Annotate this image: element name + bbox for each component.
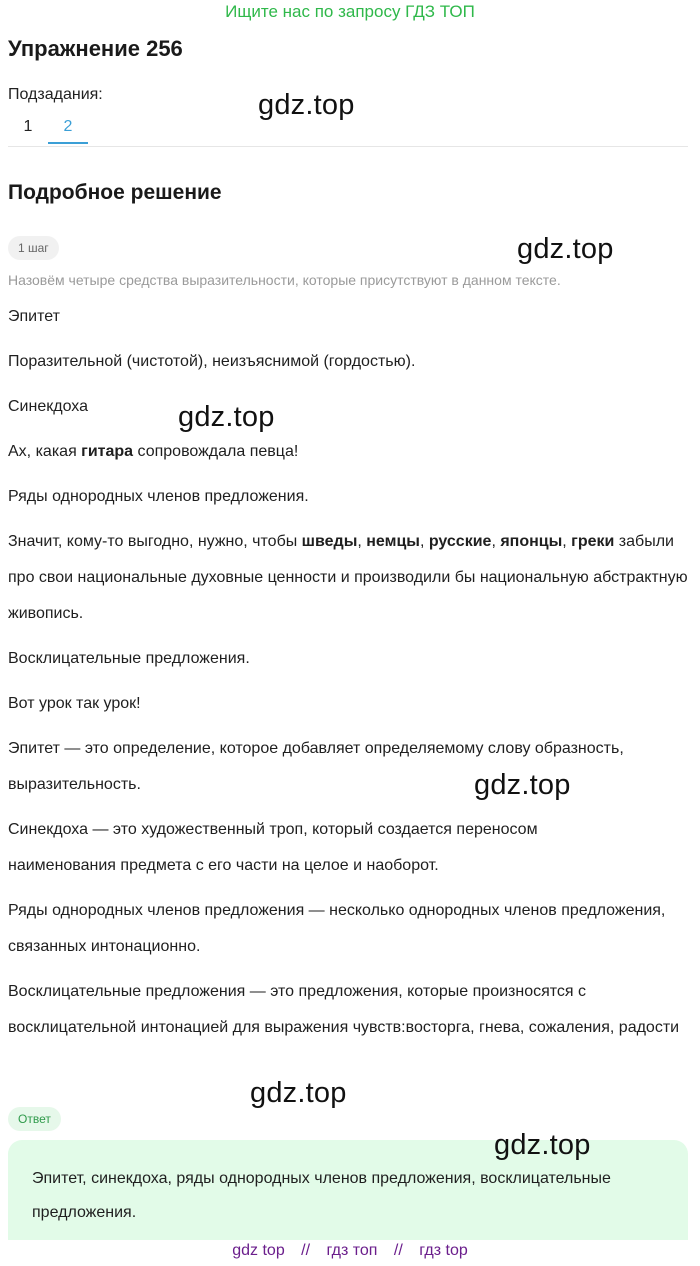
subtask-tab-1[interactable]: 1	[23, 118, 33, 135]
text-span: Ах, какая	[8, 443, 82, 460]
text-span: ,	[357, 533, 367, 550]
watermark: gdz.top	[474, 769, 571, 801]
subtasks-label: Подзадания:	[8, 86, 103, 103]
text-span: ,	[491, 533, 501, 550]
footer-separator: //	[301, 1242, 311, 1259]
paragraph-exclamatory-example: Вот урок так урок!	[8, 695, 141, 712]
section-title: Подробное решение	[8, 181, 222, 204]
step-hint: Назовём четыре средства выразительности, которые присутствуют в данном тексте.	[8, 272, 561, 288]
text-span: ,	[562, 533, 572, 550]
bold-word: греки	[571, 533, 615, 550]
text-span: Значит, кому-то выгодно, нужно, чтобы	[8, 533, 302, 550]
bold-word: шведы	[301, 533, 358, 550]
text-span: забыли про свои национальные духовные ценности и производили бы национальную абстрактную живопись.	[8, 533, 688, 622]
page-title: Упражнение 256	[8, 36, 183, 61]
watermark: gdz.top	[250, 1077, 347, 1109]
footer-separator: //	[393, 1242, 403, 1259]
subtask-tabs	[8, 110, 88, 144]
paragraph-epithet-example: Поразительной (чистотой), неизъяснимой (гордостью).	[8, 353, 416, 370]
paragraph-synecdoche-example	[8, 434, 692, 470]
bold-word: русские	[428, 533, 492, 550]
bold-word: гитара	[81, 443, 134, 460]
step-badge: 1 шаг	[8, 236, 59, 260]
footer-link[interactable]: gdz top	[232, 1242, 285, 1259]
text-span: ,	[419, 533, 429, 550]
paragraph-homogeneous-definition: Ряды однородных членов предложения — несколько однородных членов предложения, связанных интонационно.	[8, 902, 666, 955]
bold-word: японцы	[500, 533, 563, 550]
footer-links	[0, 1240, 700, 1262]
footer-link[interactable]: гдз топ	[326, 1242, 378, 1259]
top-banner: Ищите нас по запросу ГДЗ ТОП	[225, 2, 475, 21]
watermark: gdz.top	[178, 401, 275, 433]
subtask-tab-2[interactable]: 2	[48, 110, 88, 144]
watermark: gdz.top	[517, 233, 614, 265]
answer-badge: Ответ	[8, 1107, 61, 1131]
paragraph-homogeneous-example	[8, 524, 688, 632]
paragraph-homogeneous: Ряды однородных членов предложения.	[8, 488, 309, 505]
watermark: gdz.top	[258, 89, 355, 121]
footer-link[interactable]: гдз top	[419, 1242, 468, 1259]
answer-text: Эпитет, синекдоха, ряды однородных членов предложения, восклицательные предложения.	[32, 1170, 611, 1221]
bold-word: немцы	[366, 533, 420, 550]
tabs-divider	[8, 146, 688, 147]
paragraph-synecdoche-definition: Синекдоха — это художественный троп, который создается переносом наименования предмета с его части на целое и наоборот.	[8, 821, 538, 874]
paragraph-synecdoche: Синекдоха	[8, 398, 88, 415]
paragraph-epithet: Эпитет	[8, 308, 60, 325]
text-span: сопровождала певца!	[133, 443, 299, 460]
paragraph-exclamatory-definition: Восклицательные предложения — это предложения, которые произносятся с восклицательной интонацией для выражения чувств:восторга, гнева, сожаления, радости	[8, 983, 680, 1036]
paragraph-epithet-definition: Эпитет — это определение, которое добавляет определяемому слову образность, выразительность.	[8, 740, 624, 793]
paragraph-exclamatory: Восклицательные предложения.	[8, 650, 250, 667]
watermark: gdz.top	[494, 1129, 591, 1161]
